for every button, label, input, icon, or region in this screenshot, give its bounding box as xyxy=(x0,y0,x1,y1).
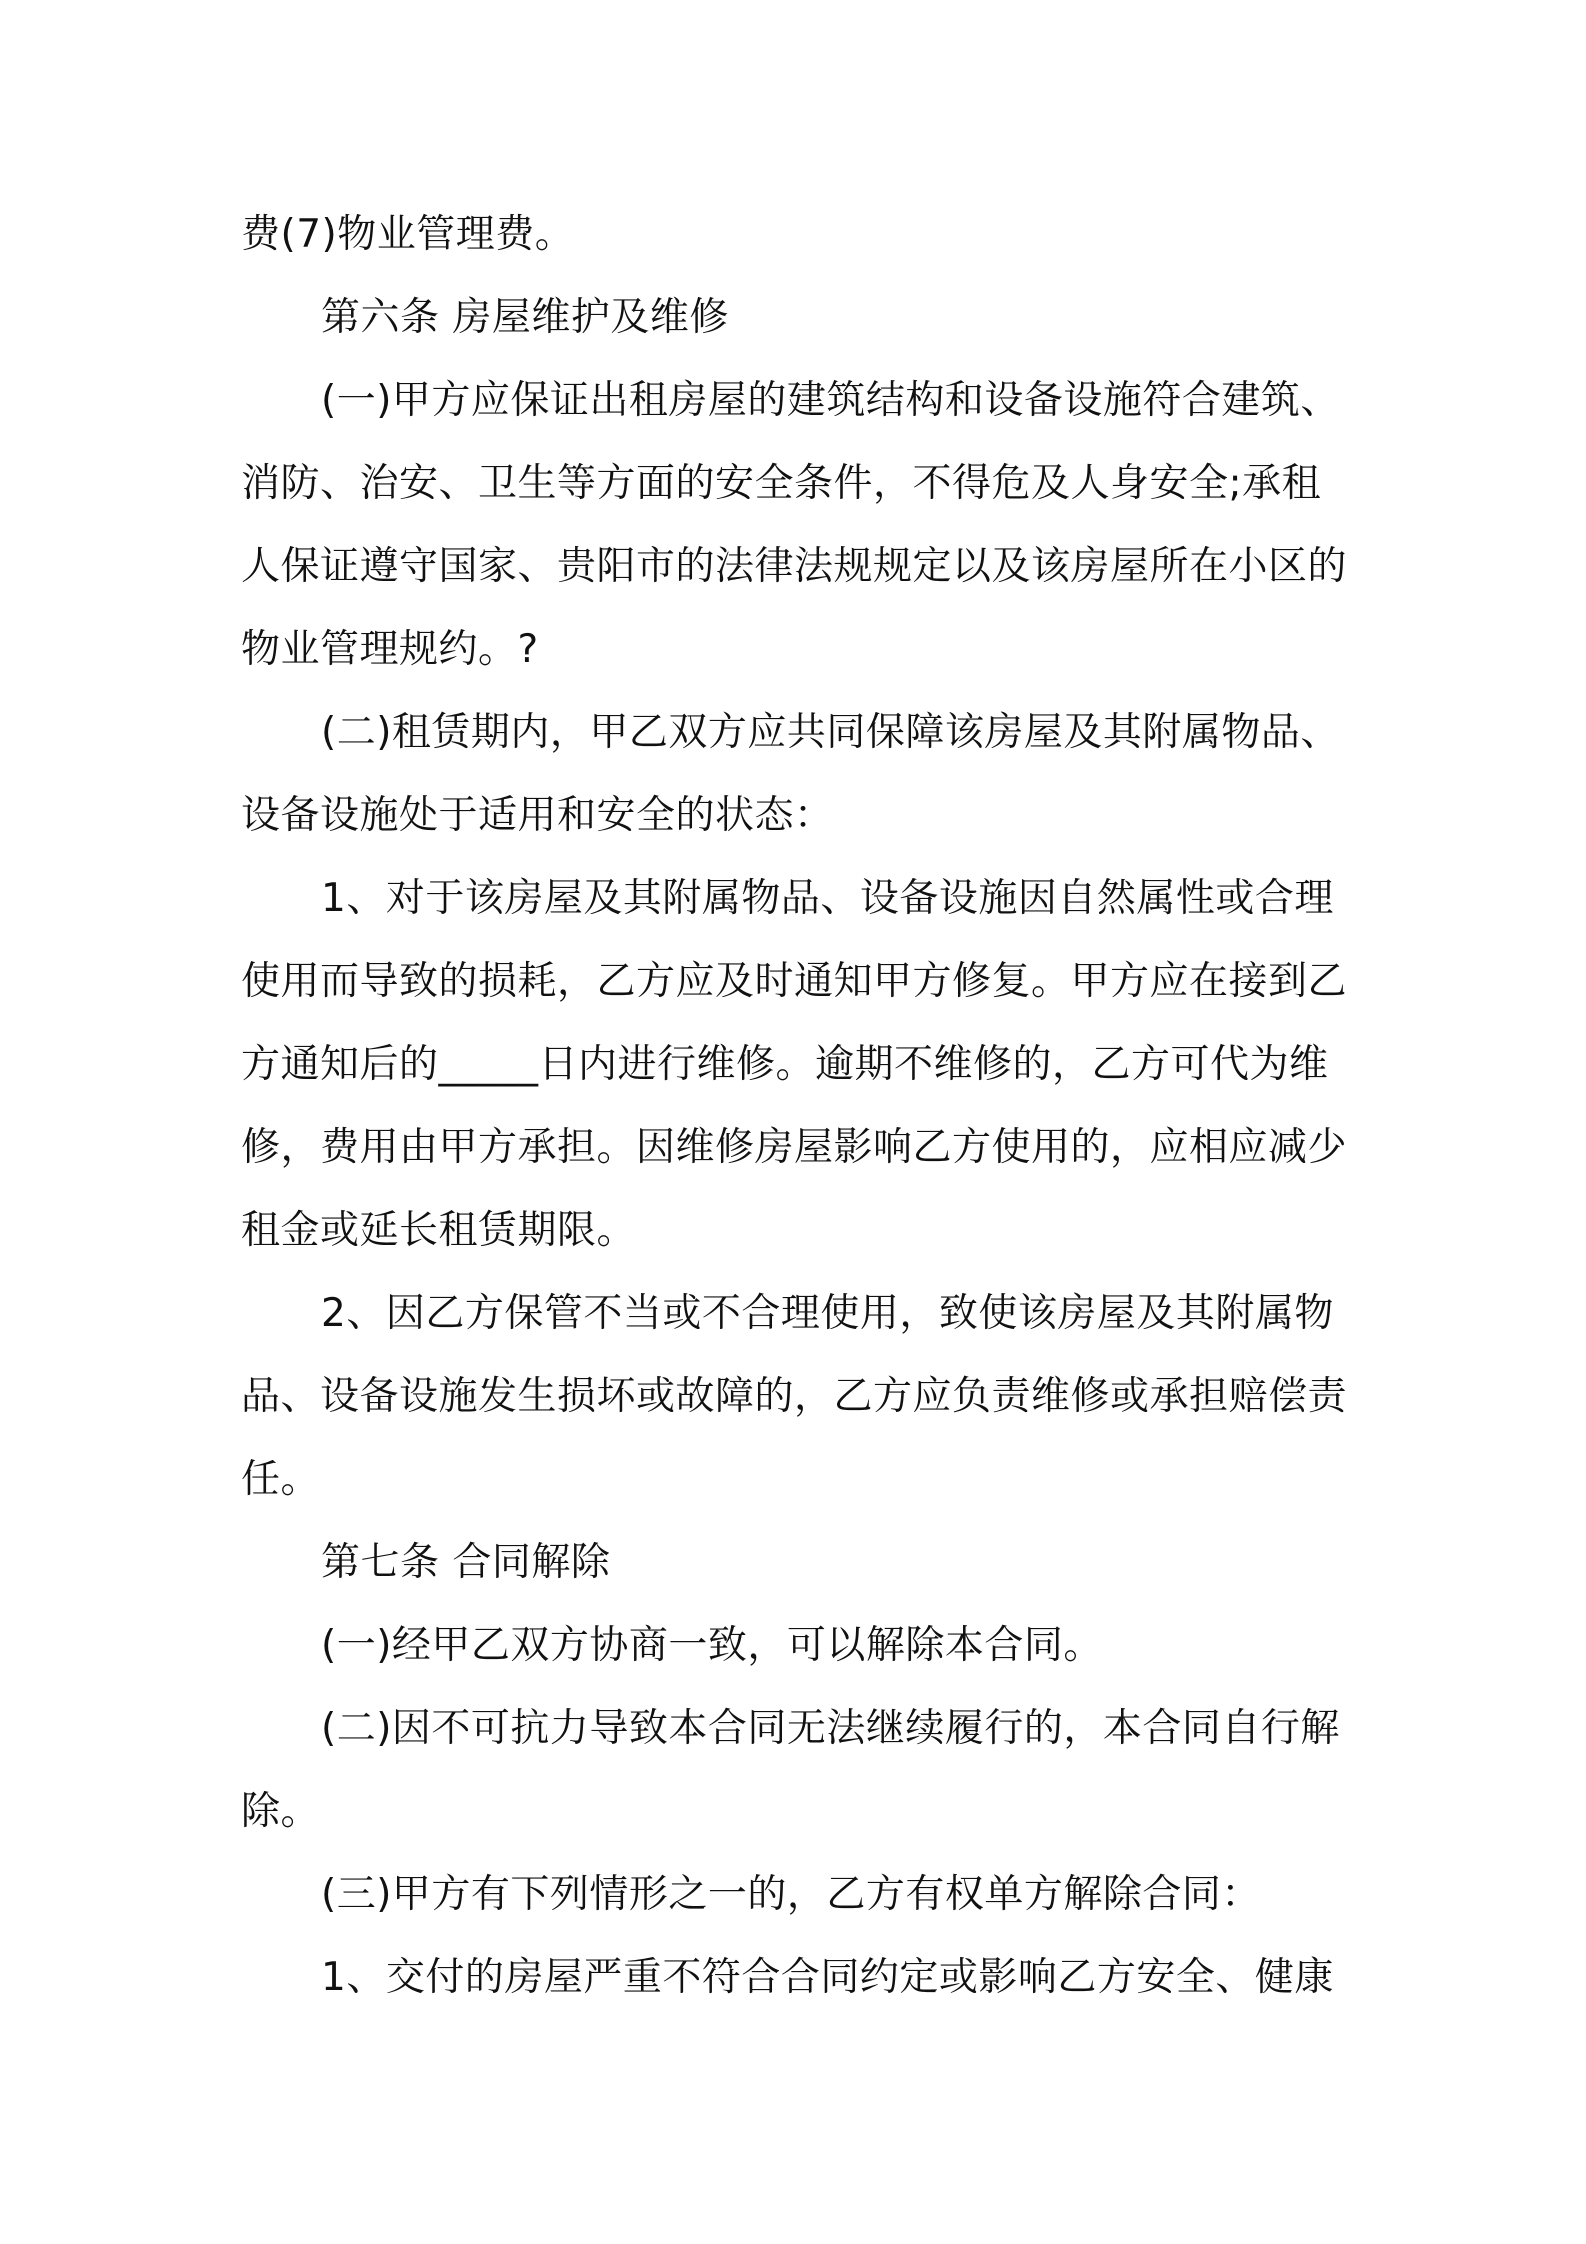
paragraph-continuation: 费(7)物业管理费。 xyxy=(241,212,575,257)
paragraph-6-2-2: 2、因乙方保管不当或不合理使用，致使该房屋及其附属物品、设备设施发生损坏或故障的，乙方应负责维修或承担赔偿责任。 xyxy=(241,1291,1348,1502)
paragraph-7-3: (三)甲方有下列情形之一的，乙方有权单方解除合同： xyxy=(321,1872,1261,1917)
paragraph-7-3-1: 1、交付的房屋严重不符合合同约定或影响乙方安全、健康 xyxy=(321,1955,1334,2000)
article-heading-7: 第七条 合同解除 xyxy=(321,1540,611,1585)
document-body xyxy=(241,193,1356,2019)
paragraph-6-1: (一)甲方应保证出租房屋的建筑结构和设备设施符合建筑、消防、治安、卫生等方面的安全条件，不得危及人身安全;承租人保证遵守国家、贵阳市的法律法规规定以及该房屋所在小区的物业管理规约。? xyxy=(241,378,1348,672)
paragraph-6-2: (二)租赁期内，甲乙双方应共同保障该房屋及其附属物品、设备设施处于适用和安全的状态： xyxy=(241,710,1340,838)
article-heading-6: 第六条 房屋维护及维修 xyxy=(321,295,729,340)
paragraph-6-2-1: 1、对于该房屋及其附属物品、设备设施因自然属性或合理使用而导致的损耗，乙方应及时通知甲方修复。甲方应在接到乙方通知后的_____日内进行维修。逾期不维修的，乙方可代为维修，费用由甲方承担。因维修房屋影响乙方使用的，应相应减少租金或延长租赁期限。 xyxy=(241,876,1348,1253)
paragraph-7-1: (一)经甲乙双方协商一致，可以解除本合同。 xyxy=(321,1623,1103,1668)
paragraph-7-2: (二)因不可抗力导致本合同无法继续履行的，本合同自行解除。 xyxy=(241,1706,1340,1834)
